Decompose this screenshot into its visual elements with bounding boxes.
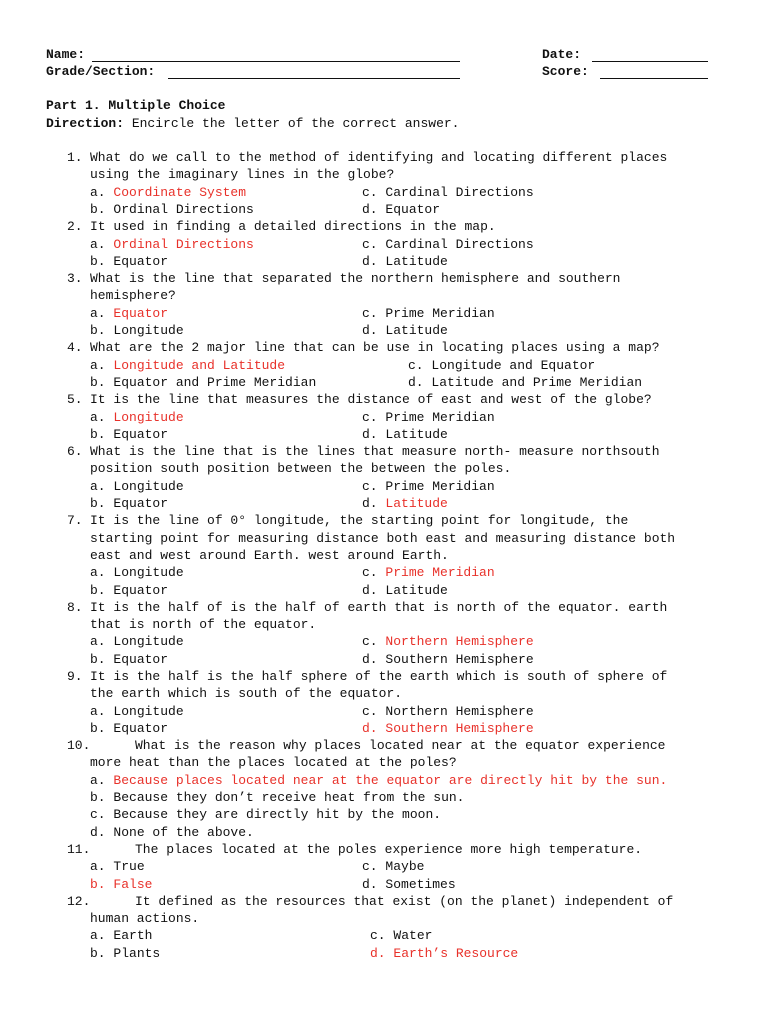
question-text: It used in finding a detailed directions in the map. (90, 219, 496, 234)
option-letter: b. (90, 721, 106, 736)
option-text: Because places located near at the equator are directly hit by the sun. (105, 773, 668, 788)
option-letter: d. (362, 652, 378, 667)
answer-option[interactable] (362, 564, 495, 581)
option-letter: b. (90, 254, 106, 269)
option-letter: d. (362, 323, 378, 338)
option-text: Water (385, 928, 433, 943)
option-letter: c. (362, 479, 378, 494)
option-letter: d. (362, 721, 378, 736)
option-text: Latitude and Prime Meridian (423, 375, 643, 390)
option-text: Longitude and Equator (423, 358, 596, 373)
question-text: What is the line that is the lines that measure north- measure northsouth (90, 444, 660, 459)
answer-option[interactable] (90, 374, 316, 391)
option-text: Equator (105, 306, 169, 321)
option-letter: c. (90, 807, 106, 822)
option-letter: d. (362, 427, 378, 442)
question-text: using the imaginary lines in the globe? (90, 167, 395, 182)
question-text: What do we call to the method of identifying and locating different places (90, 150, 668, 165)
option-letter: d. (362, 254, 378, 269)
answer-option[interactable] (370, 945, 518, 962)
option-text: Because they don’t receive heat from the sun. (105, 790, 465, 805)
answer-option[interactable] (90, 789, 464, 806)
question-number: 5. (67, 392, 83, 407)
option-text: Latitude (377, 254, 448, 269)
answer-option[interactable] (362, 633, 534, 650)
question-number: 1. (67, 150, 83, 165)
answer-option[interactable] (408, 374, 642, 391)
answer-option[interactable] (90, 633, 184, 650)
option-text: Ordinal Directions (105, 202, 254, 217)
option-letter: b. (90, 496, 106, 511)
question-number: 12. (67, 894, 91, 909)
option-letter: a. (90, 859, 106, 874)
option-letter: d. (90, 825, 106, 840)
direction-label: Direction: (46, 116, 125, 131)
option-text: Prime Meridian (377, 306, 495, 321)
answer-option[interactable] (90, 876, 152, 893)
answer-option[interactable] (90, 564, 184, 581)
question-text: more heat than the places located at the poles? (90, 755, 457, 770)
option-letter: a. (90, 928, 106, 943)
option-letter: a. (90, 565, 106, 580)
option-text: Longitude (105, 479, 184, 494)
option-letter: d. (408, 375, 424, 390)
option-letter: a. (90, 185, 106, 200)
option-letter: c. (362, 634, 378, 649)
option-letter: c. (362, 565, 378, 580)
option-letter: a. (90, 358, 106, 373)
option-letter: a. (90, 237, 106, 252)
question-text: It defined as the resources that exist (on the planet) independent of (135, 894, 674, 909)
question-text: It is the half is the half sphere of the earth which is south of sphere of (90, 669, 668, 684)
option-letter: a. (90, 704, 106, 719)
option-text: Equator and Prime Meridian (105, 375, 317, 390)
option-text: Latitude (377, 496, 448, 511)
answer-option[interactable] (370, 927, 432, 944)
question-text: It is the line that measures the distance of east and west of the globe? (90, 392, 652, 407)
name-label: Name: (46, 47, 86, 62)
question-number: 9. (67, 669, 83, 684)
option-letter: a. (90, 410, 106, 425)
score-blank[interactable] (600, 78, 708, 79)
option-text: Earth (105, 928, 153, 943)
option-letter: b. (90, 202, 106, 217)
question-number: 3. (67, 271, 83, 286)
option-text: Longitude (105, 323, 184, 338)
direction-text: Encircle the letter of the correct answer. (124, 116, 460, 131)
answer-option[interactable] (362, 184, 534, 201)
question-text: starting point for measuring distance both east and measuring distance both (90, 531, 676, 546)
answer-option[interactable] (90, 772, 667, 789)
question-text: It is the half of is the half of earth that is north of the equator. earth (90, 600, 668, 615)
option-text: Equator (105, 652, 169, 667)
option-letter: c. (362, 185, 378, 200)
option-text: Equator (105, 721, 169, 736)
option-text: Prime Meridian (377, 479, 495, 494)
option-letter: d. (362, 202, 378, 217)
answer-option[interactable] (90, 703, 184, 720)
option-letter: d. (370, 946, 386, 961)
option-text: Coordinate System (105, 185, 247, 200)
option-text: Cardinal Directions (377, 237, 534, 252)
option-letter: a. (90, 306, 106, 321)
answer-option[interactable] (90, 322, 184, 339)
option-text: Longitude (105, 704, 184, 719)
answer-option[interactable] (90, 184, 246, 201)
grade-section-label: Grade/Section: (46, 64, 156, 79)
answer-option[interactable] (362, 322, 448, 339)
option-letter: b. (90, 652, 106, 667)
option-text: Longitude (105, 565, 184, 580)
option-letter: b. (90, 946, 106, 961)
option-text: Equator (377, 202, 441, 217)
option-letter: b. (90, 375, 106, 390)
question-text: human actions. (90, 911, 200, 926)
option-text: Northern Hemisphere (377, 634, 534, 649)
question-number: 10. (67, 738, 91, 753)
answer-option[interactable] (90, 806, 441, 823)
question-number: 4. (67, 340, 83, 355)
option-text: Equator (105, 427, 169, 442)
answer-option[interactable] (90, 582, 168, 599)
option-letter: d. (362, 583, 378, 598)
option-text: Ordinal Directions (105, 237, 254, 252)
answer-option[interactable] (362, 876, 456, 893)
option-letter: c. (362, 410, 378, 425)
option-text: Equator (105, 496, 169, 511)
answer-option[interactable] (90, 945, 160, 962)
question-text: It is the line of 0° longitude, the starting point for longitude, the (90, 513, 629, 528)
option-text: False (105, 877, 153, 892)
option-text: Latitude (377, 427, 448, 442)
answer-option[interactable] (362, 426, 448, 443)
question-text: The places located at the poles experience more high temperature. (135, 842, 643, 857)
option-text: Equator (105, 254, 169, 269)
option-letter: b. (90, 877, 106, 892)
answer-option[interactable] (362, 478, 495, 495)
answer-option[interactable] (362, 253, 448, 270)
option-text: Cardinal Directions (377, 185, 534, 200)
option-text: Sometimes (377, 877, 456, 892)
option-text: Southern Hemisphere (377, 721, 534, 736)
answer-option[interactable] (362, 305, 495, 322)
answer-option[interactable] (362, 201, 440, 218)
question-number: 7. (67, 513, 83, 528)
answer-option[interactable] (90, 409, 184, 426)
question-text: east and west around Earth. west around Earth. (90, 548, 449, 563)
option-text: Earth’s Resource (385, 946, 519, 961)
question-text: that is north of the equator. (90, 617, 317, 632)
answer-option[interactable] (90, 927, 152, 944)
option-letter: c. (362, 237, 378, 252)
option-text: Latitude (377, 583, 448, 598)
option-letter: c. (362, 859, 378, 874)
question-text: position south position between the between the poles. (90, 461, 512, 476)
answer-option[interactable] (90, 495, 168, 512)
answer-option[interactable] (90, 201, 254, 218)
option-text: Plants (105, 946, 161, 961)
option-text: Northern Hemisphere (377, 704, 534, 719)
answer-option[interactable] (362, 720, 534, 737)
answer-option[interactable] (90, 824, 254, 841)
question-number: 6. (67, 444, 83, 459)
question-text: hemisphere? (90, 288, 176, 303)
option-letter: c. (362, 704, 378, 719)
answer-option[interactable] (90, 720, 168, 737)
direction-line (46, 115, 459, 132)
option-text: Longitude (105, 410, 184, 425)
date-label: Date: (542, 47, 582, 62)
answer-option[interactable] (362, 703, 534, 720)
question-number: 8. (67, 600, 83, 615)
option-letter: b. (90, 790, 106, 805)
score-label: Score: (542, 64, 589, 79)
option-letter: b. (90, 583, 106, 598)
option-letter: b. (90, 323, 106, 338)
answer-option[interactable] (362, 858, 424, 875)
question-text: What are the 2 major line that can be use in locating places using a map? (90, 340, 660, 355)
option-text: Prime Meridian (377, 565, 495, 580)
option-letter: c. (362, 306, 378, 321)
grade-section-blank[interactable] (168, 78, 460, 79)
option-letter: c. (408, 358, 424, 373)
answer-option[interactable] (362, 236, 534, 253)
name-blank[interactable] (92, 61, 460, 62)
answer-option[interactable] (90, 426, 168, 443)
answer-option[interactable] (90, 357, 285, 374)
option-text: Longitude and Latitude (105, 358, 286, 373)
answer-option[interactable] (90, 478, 184, 495)
question-number: 2. (67, 219, 83, 234)
option-letter: d. (362, 877, 378, 892)
answer-option[interactable] (90, 305, 168, 322)
option-text: Maybe (377, 859, 425, 874)
option-letter: a. (90, 479, 106, 494)
question-text: What is the line that separated the northern hemisphere and southern (90, 271, 621, 286)
option-letter: c. (370, 928, 386, 943)
answer-option[interactable] (362, 582, 448, 599)
question-text: What is the reason why places located near at the equator experience (135, 738, 666, 753)
option-text: Because they are directly hit by the moon. (105, 807, 442, 822)
option-text: Latitude (377, 323, 448, 338)
option-text: Southern Hemisphere (377, 652, 534, 667)
answer-option[interactable] (362, 495, 448, 512)
answer-option[interactable] (90, 253, 168, 270)
question-text: the earth which is south of the equator. (90, 686, 403, 701)
question-number: 11. (67, 842, 91, 857)
option-letter: a. (90, 773, 106, 788)
option-letter: d. (362, 496, 378, 511)
answer-option[interactable] (362, 651, 534, 668)
option-text: True (105, 859, 145, 874)
option-text: Longitude (105, 634, 184, 649)
option-text: None of the above. (105, 825, 254, 840)
date-blank[interactable] (592, 61, 708, 62)
option-letter: a. (90, 634, 106, 649)
part-title: Part 1. Multiple Choice (46, 98, 226, 113)
answer-option[interactable] (362, 409, 495, 426)
answer-option[interactable] (408, 357, 595, 374)
option-text: Prime Meridian (377, 410, 495, 425)
option-letter: b. (90, 427, 106, 442)
answer-option[interactable] (90, 236, 254, 253)
option-text: Equator (105, 583, 169, 598)
answer-option[interactable] (90, 858, 145, 875)
answer-option[interactable] (90, 651, 168, 668)
